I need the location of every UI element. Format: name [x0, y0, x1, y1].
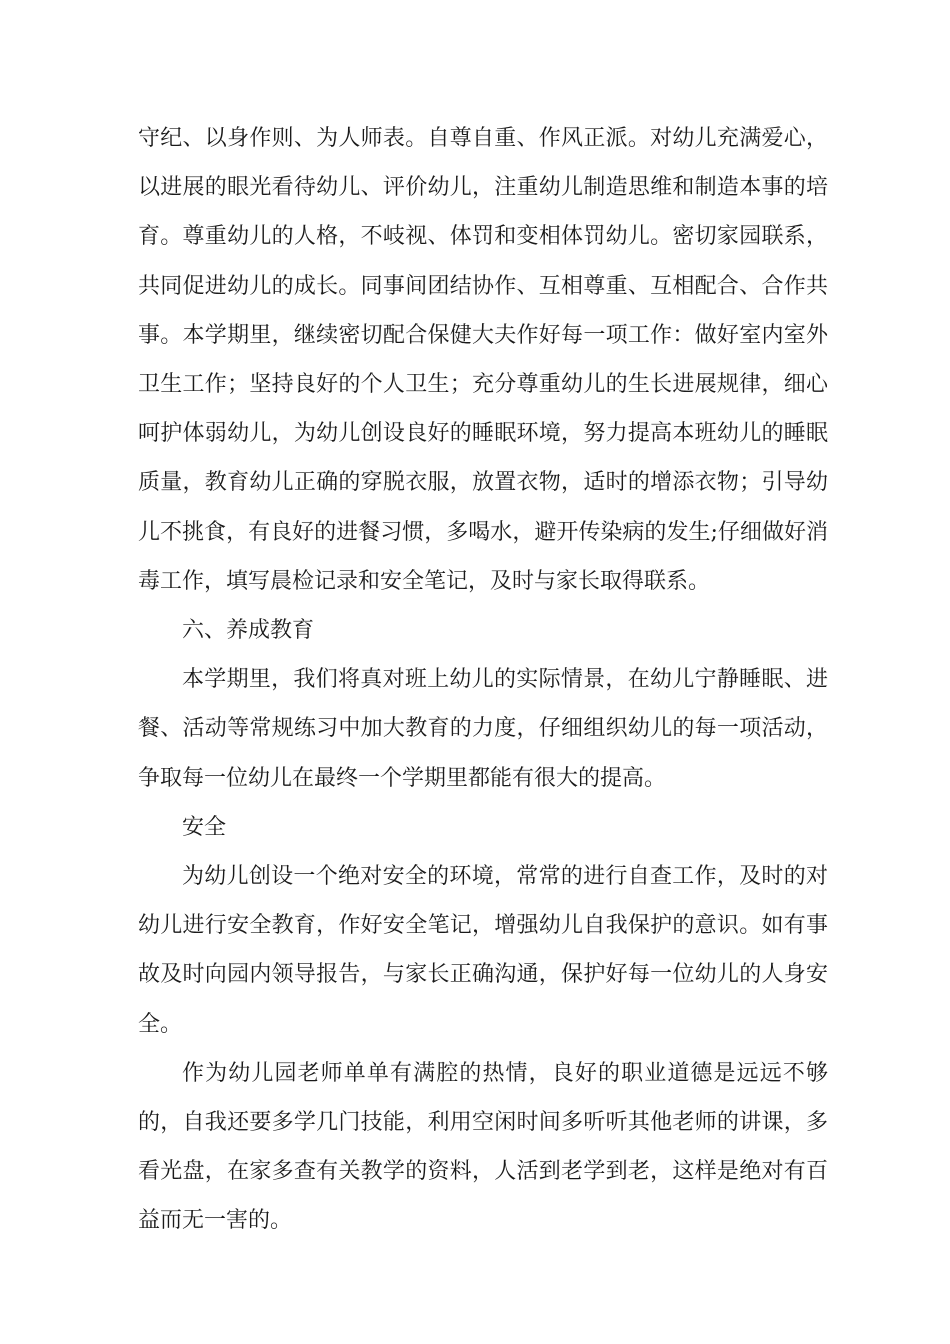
paragraph-continuation: 守纪、以身作则、为人师表。自尊自重、作风正派。对幼儿充满爱心，以进展的眼光看待幼儿、评价幼儿，注重幼儿制造思维和制造本事的培育。尊重幼儿的人格，不岐视、体罚和变相体罚幼儿。密切家园联系，共同促进幼儿的成长。同事间团结协作、互相尊重、互相配合、合作共事。本学期里，继续密切配合保健大夫作好每一项工作：做好室内室外卫生工作；坚持良好的个人卫生；充分尊重幼儿的生长进展规律，细心呵护体弱幼儿，为幼儿创设良好的睡眠环境，努力提高本班幼儿的睡眠质量，教育幼儿正确的穿脱衣服，放置衣物，适时的增添衣物；引导幼儿不挑食，有良好的进餐习惯，多喝水，避开传染病的发生;仔细做好消毒工作，填写晨检记录和安全笔记，及时与家长取得联系。: [138, 126, 828, 594]
section-heading-habit-education: 六、养成教育: [182, 618, 315, 644]
paragraph-safety: 为幼儿创设一个绝对安全的环境，常常的进行自查工作，及时的对幼儿进行安全教育，作好安全笔记，增强幼儿自我保护的意识。如有事故及时向园内领导报告，与家长正确沟通，保护好每一位幼儿的人身安全。: [138, 864, 828, 1037]
paragraph-habit-education: 本学期里，我们将真对班上幼儿的实际情景，在幼儿宁静睡眠、进餐、活动等常规练习中加大教育的力度，仔细组织幼儿的每一项活动，争取每一位幼儿在最终一个学期里都能有很大的提高。: [138, 667, 828, 791]
paragraph-conclusion: 作为幼儿园老师单单有满腔的热情，良好的职业道德是远远不够的，自我还要多学几门技能，利用空闲时间多听听其他老师的讲课，多看光盘，在家多查有关教学的资料，人活到老学到老，这样是绝对有百益而无一害的。: [138, 1060, 828, 1234]
document-body: [138, 114, 828, 1246]
section-heading-safety: 安全: [182, 814, 227, 840]
